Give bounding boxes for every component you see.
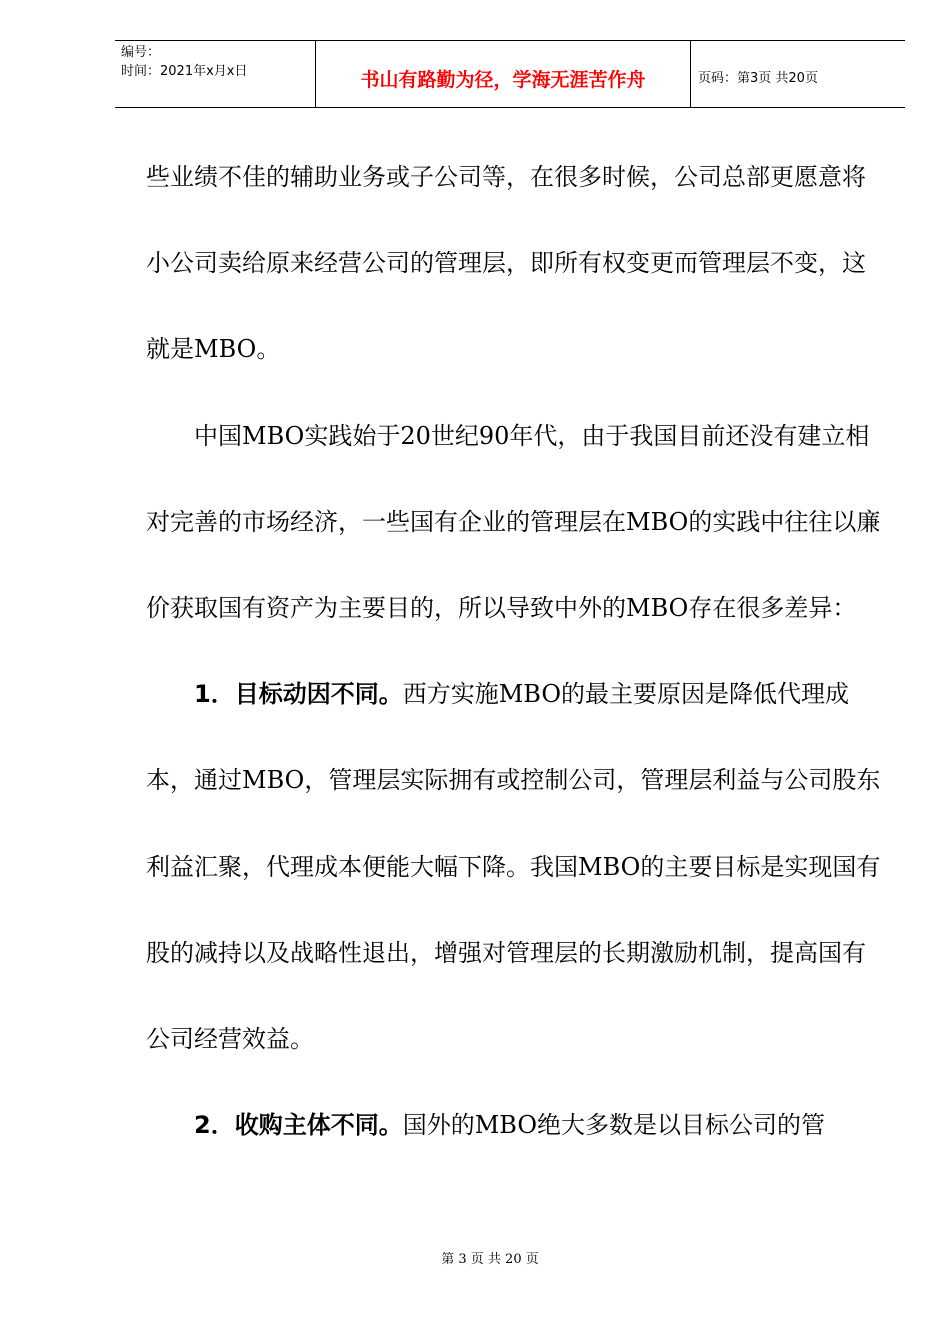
- header-meta: [115, 41, 315, 107]
- page-footer: 第 3 页 共 20 页: [441, 1252, 539, 1267]
- header-page-cell: [690, 41, 905, 107]
- point-1-text: 西方实施MBO的最主要原因是降低代理成本，通过MBO，管理层实际拥有或控制公司，管理层利益与公司股东利益汇聚，代理成本便能大幅下降。我国MBO的主要目标是实现国有股的减持以及战略性退出，增强对管理层的长期激励机制，提高国有公司经营效益。: [146, 680, 881, 1054]
- paragraph-continuation: 些业绩不佳的辅助业务或子公司等，在很多时候，公司总部更愿意将小公司卖给原来经营公司的管理层，即所有权变更而管理层不变，这就是MBO。: [146, 163, 866, 364]
- paragraph-point-1: [146, 651, 881, 1082]
- point-2-text: 国外的MBO绝大多数是以目标公司的管: [402, 1111, 826, 1140]
- header-motto: 书山有路勤为径，学海无涯苦作舟: [360, 69, 646, 91]
- header-page-info: 页码：第3页 共20页: [698, 71, 818, 86]
- document-time-label: 时间：2021年x月x日: [121, 64, 248, 79]
- document-body: [146, 134, 881, 1168]
- point-1-heading: 1．目标动因不同。: [194, 680, 403, 709]
- document-number-label: 编号：: [121, 45, 161, 60]
- page-header: [115, 40, 905, 108]
- paragraph-point-2: [146, 1082, 881, 1168]
- header-motto-cell: [315, 41, 691, 107]
- point-2-heading: 2．收购主体不同。: [194, 1111, 403, 1140]
- paragraph-china-mbo: 中国MBO实践始于20世纪90年代，由于我国目前还没有建立相对完善的市场经济，一些国有企业的管理层在MBO的实践中往往以廉价获取国有资产为主要目的，所以导致中外的MBO存在很多差异：: [146, 421, 881, 623]
